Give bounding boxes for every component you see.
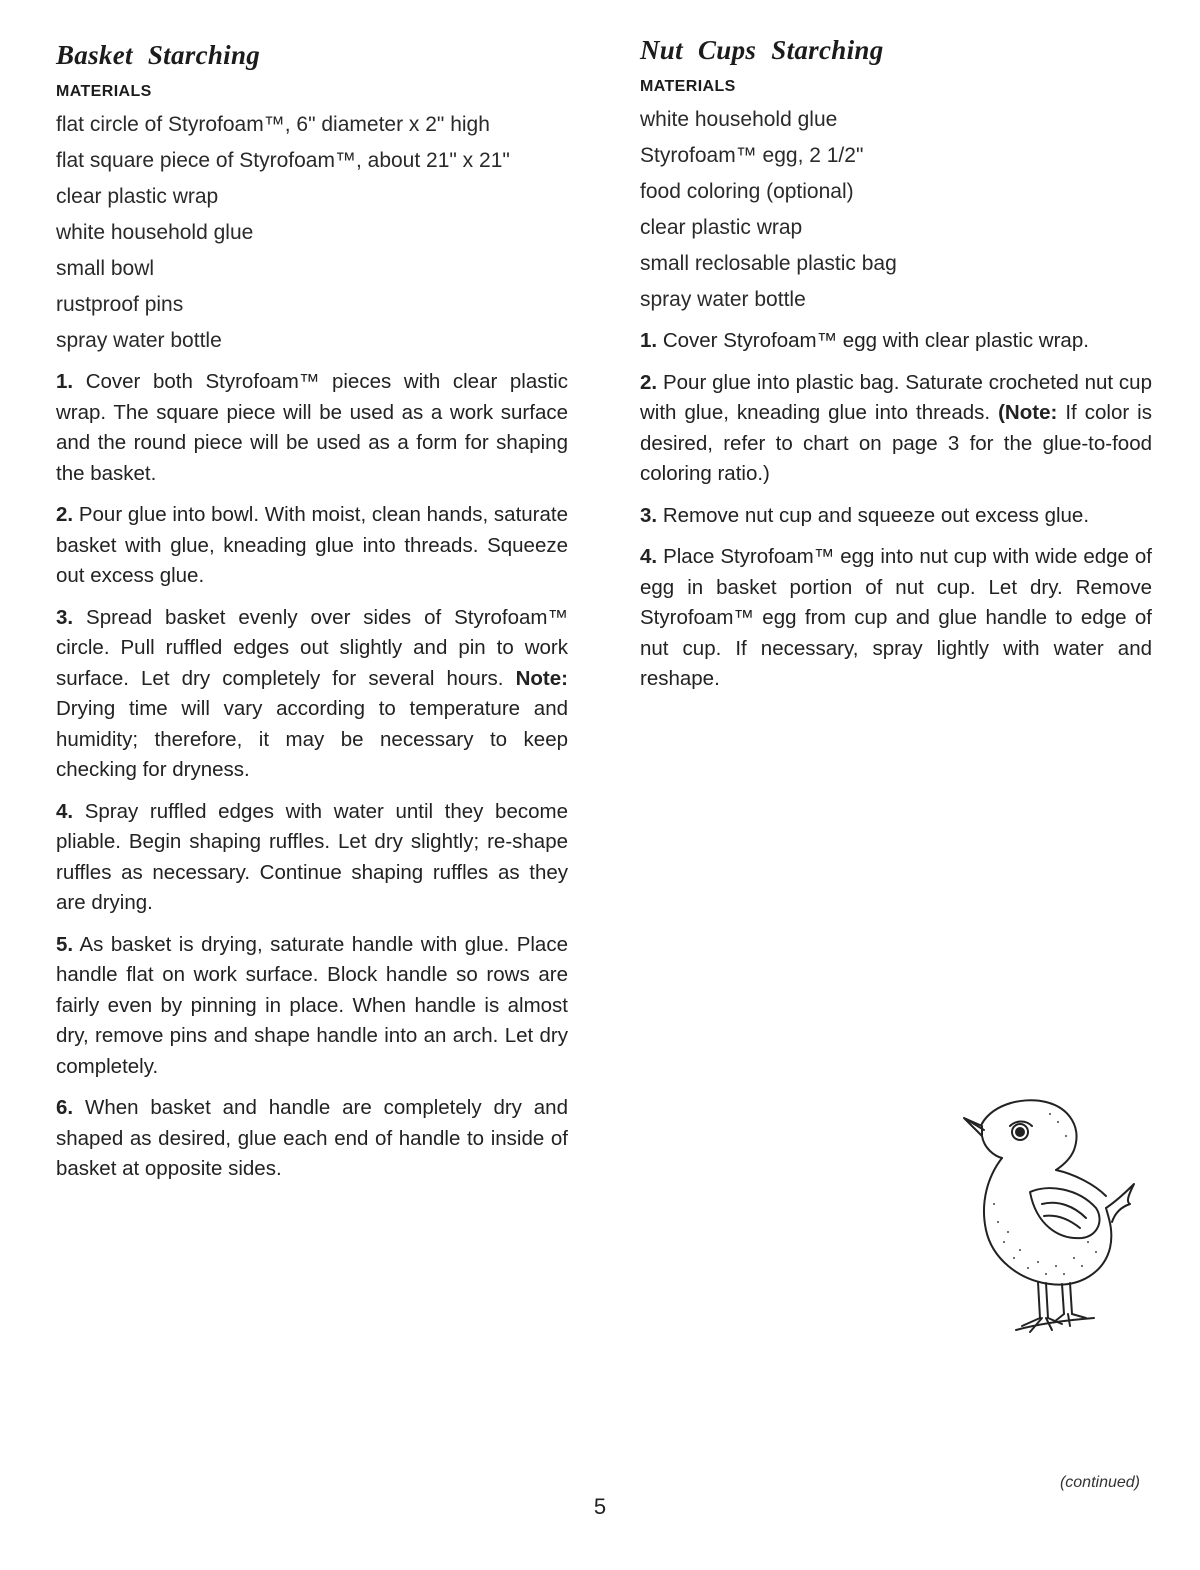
step-text: Pour glue into bowl. With moist, clean hands, saturate basket with glue, kneading glue into threads. Squeeze out excess glue. [56,503,568,587]
instruction-step [56,500,568,592]
instruction-step [56,603,568,786]
step-text: Pour glue into plastic bag. Saturate crocheted nut cup with glue, kneading glue into threads. [640,370,1152,424]
note-open-paren: ( [998,401,1005,424]
materials-list [640,102,1152,318]
note-label: Note: [515,666,568,690]
material-item: spray water bottle [640,288,806,311]
material-item: rustproof pins [56,293,184,316]
nut-cups-starching-title: Nut Cups Starching [640,35,884,65]
material-item: spray water bottle [56,329,222,352]
instruction-step [640,542,1152,695]
step-text: Spray ruffled edges with water until they become pliable. Begin shaping ruffles. Let dry slightly; re-shape ruffles as necessary. Continue shaping ruffles as they are drying. [56,799,568,914]
material-item: flat circle of Styrofoam™, 6" diameter x 2" high [56,113,490,136]
step-number: 2. [640,370,658,394]
material-item: food coloring (optional) [640,180,854,203]
step-text: Spread basket evenly over sides of Styrofoam™ circle. Pull ruffled edges out slightly and pin to work surface. Let dry completely for several hours. [56,605,568,690]
step-number: 6. [56,1096,74,1119]
chick-illustration-icon [958,1092,1148,1354]
material-item: small reclosable plastic bag [640,252,897,275]
note-text: Drying time will vary according to temperature and humidity; therefore, it may be necessary to keep checking for dryness. [56,697,568,781]
right-column [640,35,1152,706]
materials-list [56,107,568,359]
step-number: 1. [640,329,658,352]
page-number: 5 [593,1494,607,1519]
materials-heading: MATERIALS [640,78,736,95]
instruction-step [56,930,568,1083]
basket-starching-title: Basket Starching [56,40,261,70]
step-text: Place Styrofoam™ egg into nut cup with wide edge of egg in basket portion of nut cup. Let dry. Remove Styrofoam™ egg from cup and glue handle to edge of nut cup. If necessary, spray lightly with water and reshape. [640,545,1152,690]
step-text: Remove nut cup and squeeze out excess glue. [662,503,1090,527]
material-item: white household glue [56,221,254,244]
step-number: 2. [56,503,74,526]
step-number: 5. [56,932,74,956]
step-text: When basket and handle are completely dry and shaped as desired, glue each end of handle to inside of basket at opposite sides. [56,1096,568,1180]
step-number: 4. [640,545,658,568]
material-item: flat square piece of Styrofoam™, about 21" x 21" [56,149,510,172]
note-label: Note: [1004,401,1058,424]
material-item: small bowl [56,257,155,280]
material-item: clear plastic wrap [640,216,803,239]
step-number: 3. [640,503,658,527]
instruction-step [56,797,568,919]
step-text: Cover Styrofoam™ egg with clear plastic wrap. [662,329,1089,352]
left-column [56,40,568,1196]
step-number: 3. [56,605,74,629]
step-number: 4. [56,799,74,823]
step-number: 1. [56,370,74,393]
instruction-step [56,1093,568,1185]
materials-heading: MATERIALS [56,83,152,100]
material-item: clear plastic wrap [56,185,219,208]
instruction-step [640,368,1152,490]
material-item: white household glue [640,108,838,131]
continued-label: (continued) [1059,1474,1140,1491]
material-item: Styrofoam™ egg, 2 1/2" [640,144,864,167]
note-text: If color is desired, refer to chart on page 3 for the glue-to-food coloring ratio.) [640,401,1152,485]
instruction-step [56,367,568,489]
step-text: As basket is drying, saturate handle with glue. Place handle flat on work surface. Block handle so rows are fairly even by pinning in place. When handle is almost dry, remove pins and shape handle into an arch. Let dry completely. [56,932,568,1078]
instruction-step [640,501,1152,532]
instruction-step [640,326,1152,357]
step-text: Cover both Styrofoam™ pieces with clear plastic wrap. The square piece will be used as a work surface and the round piece will be used as a form for shaping the basket. [56,370,568,485]
